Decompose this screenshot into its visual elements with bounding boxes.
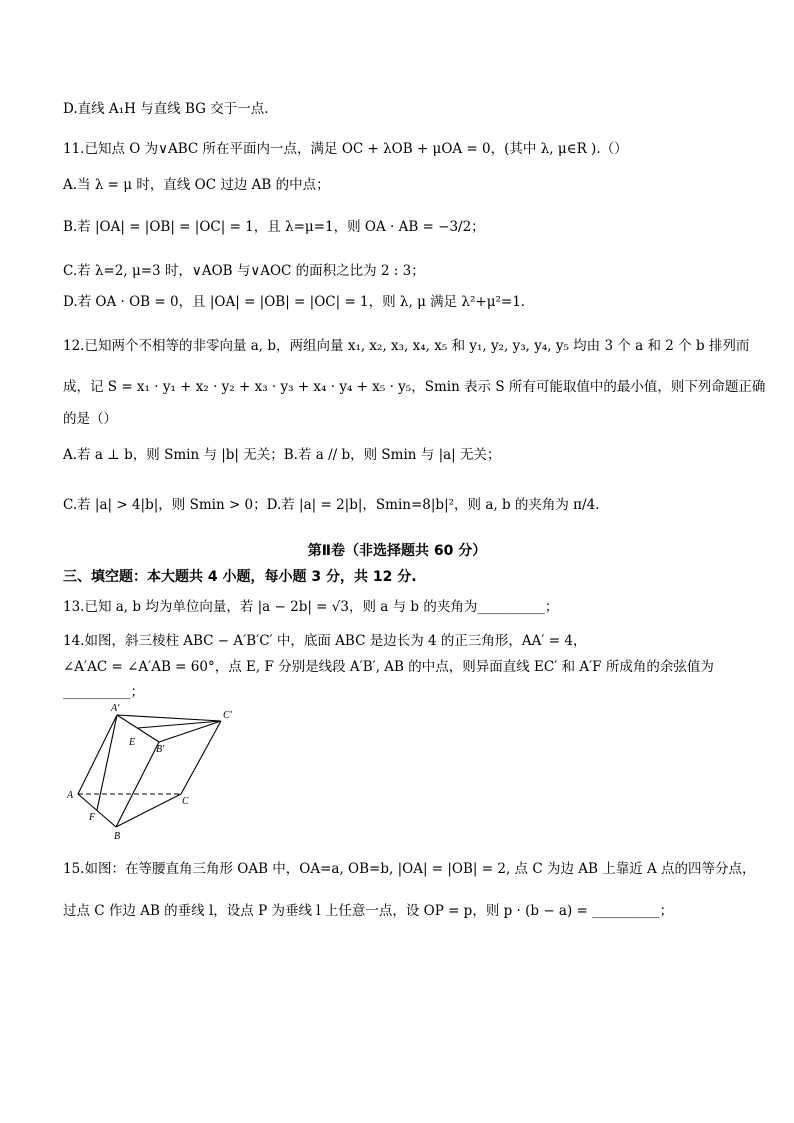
q12-options-cd: C.若 |a| > 4|b|，则 Smin > 0；D.若 |a| = 2|b|，Smin=8|b|²，则 a, b 的夹角为 π/4. [63,497,600,513]
label-b: B [114,831,121,842]
label-a: A [67,790,74,801]
edge-a-a1 [78,715,117,794]
question-14-line1: 14.如图，斜三棱柱 ABC − A′B′C′ 中，底面 ABC 是边长为 4 的正三角形，AA′ = 4， [63,633,587,649]
edge-a1-b1 [117,715,159,742]
label-a1: A' [111,703,120,714]
section-three-title: 三、填空题：本大题共 4 小题，每小题 3 分，共 12 分. [63,569,417,585]
segment-a1-f [97,715,117,810]
label-b1: B' [156,744,165,755]
edge-b-c [116,794,181,827]
edge-a-b [78,794,116,827]
label-c: C [182,796,189,807]
question-12-stem-line3: 的是（） [63,411,117,427]
question-12-stem-line1: 12.已知两个不相等的非零向量 a, b，两组向量 x₁, x₂, x₃, x₄, x₅ 和 y₁, y₂, y₃, y₄, y₅ 均由 3 个 a 和 2 个 b 排列而 [63,338,750,354]
label-c1: C' [223,710,232,721]
prism-figure [63,700,248,845]
question-15-line1: 15.如图：在等腰直角三角形 OAB 中，OA=a, OB=b, |OA| = |OB| = 2, 点 C 为边 AB 上靠近 A 点的四等分点， [63,861,756,877]
question-14-line2: ∠A′AC = ∠A′AB = 60°，点 E, F 分别是线段 A′B′, AB 的中点，则异面直线 EC′ 和 A′F 所成角的余弦值为 [63,659,714,675]
question-14-line3: __________； [63,684,144,700]
question-12-stem-line2: 成，记 S = x₁ · y₁ + x₂ · y₂ + x₃ · y₃ + x₄ · y₄ + x₅ · y₅，Smin 表示 S 所有可能取值中的最小值，则下列命题正确 [63,379,766,395]
segment-e-c1 [138,721,221,728]
q11-option-c: C.若 λ=2, μ=3 时，∨AOB 与∨AOC 的面积之比为 2 : 3； [63,263,425,279]
label-e: E [129,737,136,748]
q11-option-d: D.若 OA · OB = 0，且 |OA| = |OB| = |OC| = 1，则 λ, μ 满足 λ²+μ²=1. [63,294,526,310]
edge-b-b1 [116,742,159,827]
edge-a1-c1 [117,715,221,721]
question-11-stem: 11.已知点 O 为∨ABC 所在平面内一点，满足 OC + λOB + μOA = 0，(其中 λ, μ∈R ).（） [63,141,628,157]
label-f: F [89,812,96,823]
q12-options-ab: A.若 a ⊥ b，则 Smin 与 |b| 无关；B.若 a // b，则 Smin 与 |a| 无关； [63,447,501,463]
option-d-q10: D.直线 A₁H 与直线 BG 交于一点. [63,101,269,117]
q11-option-b: B.若 |OA| = |OB| = |OC| = 1，且 λ=μ=1，则 OA · AB = −3/2； [63,219,485,235]
q11-option-a: A.当 λ = μ 时，直线 OC 过边 AB 的中点； [63,177,330,193]
part-two-heading: 第Ⅱ卷（非选择题共 60 分） [307,543,487,559]
question-15-line2: 过点 C 作边 AB 的垂线 l，设点 P 为垂线 l 上任意一点，设 OP = p，则 p · (b − a) = __________； [63,903,674,919]
question-13: 13.已知 a, b 均为单位向量，若 |a − 2b| = √3，则 a 与 b 的夹角为__________； [63,599,559,615]
